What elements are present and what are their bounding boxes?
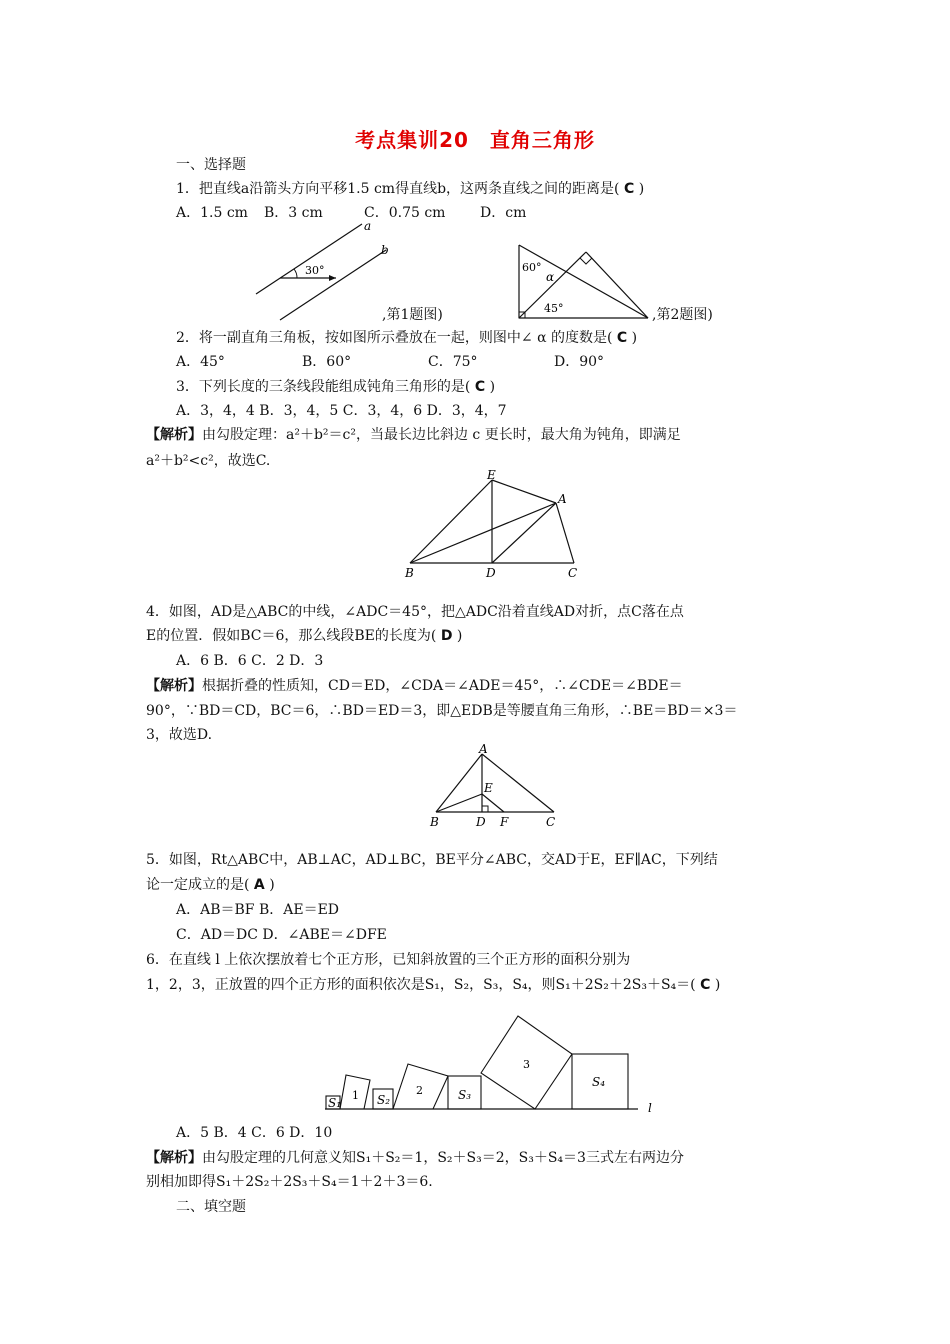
- option: B．60°: [302, 354, 352, 370]
- label-S4: S₄: [592, 1075, 606, 1089]
- label-a: a: [364, 219, 372, 233]
- question-4-analysis-cont: 90°，∵BD＝CD，BC＝6，∴BD＝ED＝3，即△EDB是等腰直角三角形，∴BE＝BD＝×3＝: [146, 703, 738, 719]
- option: D．90°: [554, 354, 605, 370]
- point-E: E: [487, 468, 496, 482]
- analysis-text: 由勾股定理：a²＋b²＝c²，当最长边比斜边 c 更长时，最大角为钝角，即满足: [202, 427, 681, 443]
- question-3-answer: C: [474, 379, 486, 395]
- option: D．cm: [480, 205, 527, 221]
- option: C．75°: [428, 354, 478, 370]
- question-5-options-row1: A．AB＝BF B．AE＝ED: [176, 902, 340, 918]
- analysis-tag: 【解析】: [146, 1150, 202, 1166]
- question-2-answer: C: [616, 330, 628, 346]
- analysis-tag: 【解析】: [146, 678, 202, 694]
- question-4-line2: [146, 627, 462, 645]
- question-1-answer: C: [623, 181, 635, 197]
- question-4-analysis: [146, 677, 806, 695]
- label-line-l: l: [648, 1101, 652, 1115]
- label-3: 3: [523, 1058, 530, 1071]
- question-3-stem: 3．下列长度的三条线段能组成钝角三角形的是(: [176, 379, 471, 395]
- angle-45-label: 45°: [544, 302, 564, 315]
- point-C: C: [568, 566, 578, 580]
- label-S2: S₂: [377, 1093, 391, 1107]
- point-E: E: [484, 781, 493, 795]
- question-3: [176, 378, 495, 396]
- label-S1: S₁: [328, 1096, 342, 1110]
- point-A: A: [558, 492, 567, 506]
- question-5-stem: 论一定成立的是(: [146, 877, 250, 893]
- question-4-options: A．6 B．6 C．2 D．3: [176, 653, 324, 669]
- angle-60-label: 60°: [522, 261, 542, 274]
- analysis-text: 根据折叠的性质知，CD＝ED，∠CDA＝∠ADE＝45°，∴∠CDE＝∠BDE＝: [202, 678, 683, 694]
- figure-1-parallel-lines: [250, 219, 400, 332]
- point-F: F: [500, 815, 509, 829]
- alpha-label: α: [546, 270, 555, 284]
- question-6-close: ): [714, 977, 721, 993]
- question-2: [176, 329, 637, 347]
- analysis-tag: 【解析】: [146, 427, 202, 443]
- question-5-options-row2: C．AD＝DC D．∠ABE＝∠DFE: [176, 927, 387, 943]
- point-B: B: [430, 815, 439, 829]
- question-4-line1: 4．如图，AD是△ABC的中线，∠ADC＝45°，把△ADC沿着直线AD对折，点C落在点: [146, 604, 684, 620]
- question-5-answer: A: [253, 877, 265, 893]
- question-6-answer: C: [700, 977, 711, 993]
- option: A．45°: [176, 354, 225, 370]
- point-D: D: [476, 815, 486, 829]
- option: C．0.75 cm: [364, 205, 446, 221]
- question-6-line2: [146, 976, 720, 994]
- question-5-close: ): [269, 877, 275, 893]
- question-4-analysis-end: 3，故选D.: [146, 727, 213, 743]
- figure-5-right-triangle: [426, 744, 566, 830]
- question-6-analysis: [146, 1149, 806, 1167]
- figure-6-squares: [320, 1012, 670, 1122]
- question-6-options: A．5 B．4 C．6 D．10: [176, 1125, 333, 1141]
- figure-4-fold-triangle: [400, 470, 590, 580]
- figure-2-caption: ,第2题图): [652, 307, 713, 323]
- question-6-analysis-cont: 别相加即得S₁＋2S₂＋2S₃＋S₄＝1＋2＋3＝6.: [146, 1174, 433, 1190]
- angle-label: 30°: [305, 264, 325, 277]
- figure-1-caption: ,第1题图): [382, 307, 443, 323]
- question-4-answer: D: [440, 628, 453, 644]
- option: A．1.5 cm: [176, 205, 248, 221]
- question-1-options: [176, 204, 526, 222]
- section-heading-fill: 二、填空题: [176, 1199, 246, 1215]
- question-4-stem: E的位置．假如BC＝6，那么线段BE的长度为(: [146, 628, 437, 644]
- point-D: D: [486, 566, 496, 580]
- question-3-analysis: [146, 426, 806, 444]
- label-2: 2: [416, 1084, 423, 1097]
- section-heading-choice: 一、选择题: [176, 157, 246, 173]
- question-3-analysis-cont: a²＋b²<c²，故选C.: [146, 453, 271, 469]
- label-S3: S₃: [458, 1088, 472, 1102]
- question-1-stem: 1．把直线a沿箭头方向平移1.5 cm得直线b，这两条直线之间的距离是(: [176, 181, 620, 197]
- question-4-close: ): [456, 628, 463, 644]
- question-1-close: ): [638, 181, 645, 197]
- question-6-stem: 1，2，3，正放置的四个正方形的面积依次是S₁，S₂，S₃，S₄，则S₁＋2S₂＋2S₃＋S₄＝(: [146, 977, 696, 993]
- question-5-line1: 5．如图，Rt△ABC中，AB⊥AC，AD⊥BC，BE平分∠ABC，交AD于E，EF∥AC，下列结: [146, 852, 718, 868]
- question-1: [176, 180, 644, 198]
- label-1: 1: [352, 1089, 359, 1102]
- question-2-options: [176, 353, 604, 371]
- point-A: A: [479, 742, 488, 756]
- question-5-line2: [146, 876, 275, 894]
- question-3-options: A．3，4，4 B．3，4，5 C．3，4，6 D．3，4，7: [176, 403, 507, 419]
- page-title: 考点集训20 直角三角形: [355, 128, 595, 152]
- question-3-close: ): [489, 379, 496, 395]
- option: B．3 cm: [264, 205, 323, 221]
- question-6-line1: 6．在直线 l 上依次摆放着七个正方形，已知斜放置的三个正方形的面积分别为: [146, 952, 631, 968]
- point-C: C: [546, 815, 556, 829]
- point-B: B: [405, 566, 414, 580]
- question-2-close: ): [631, 330, 638, 346]
- analysis-text: 由勾股定理的几何意义知S₁＋S₂＝1，S₂＋S₃＝2，S₃＋S₄＝3三式左右两边分: [202, 1150, 684, 1166]
- question-2-stem: 2．将一副直角三角板，按如图所示叠放在一起，则图中∠ α 的度数是(: [176, 330, 613, 346]
- label-b: b: [381, 243, 389, 257]
- figure-2-triangles: [510, 238, 660, 328]
